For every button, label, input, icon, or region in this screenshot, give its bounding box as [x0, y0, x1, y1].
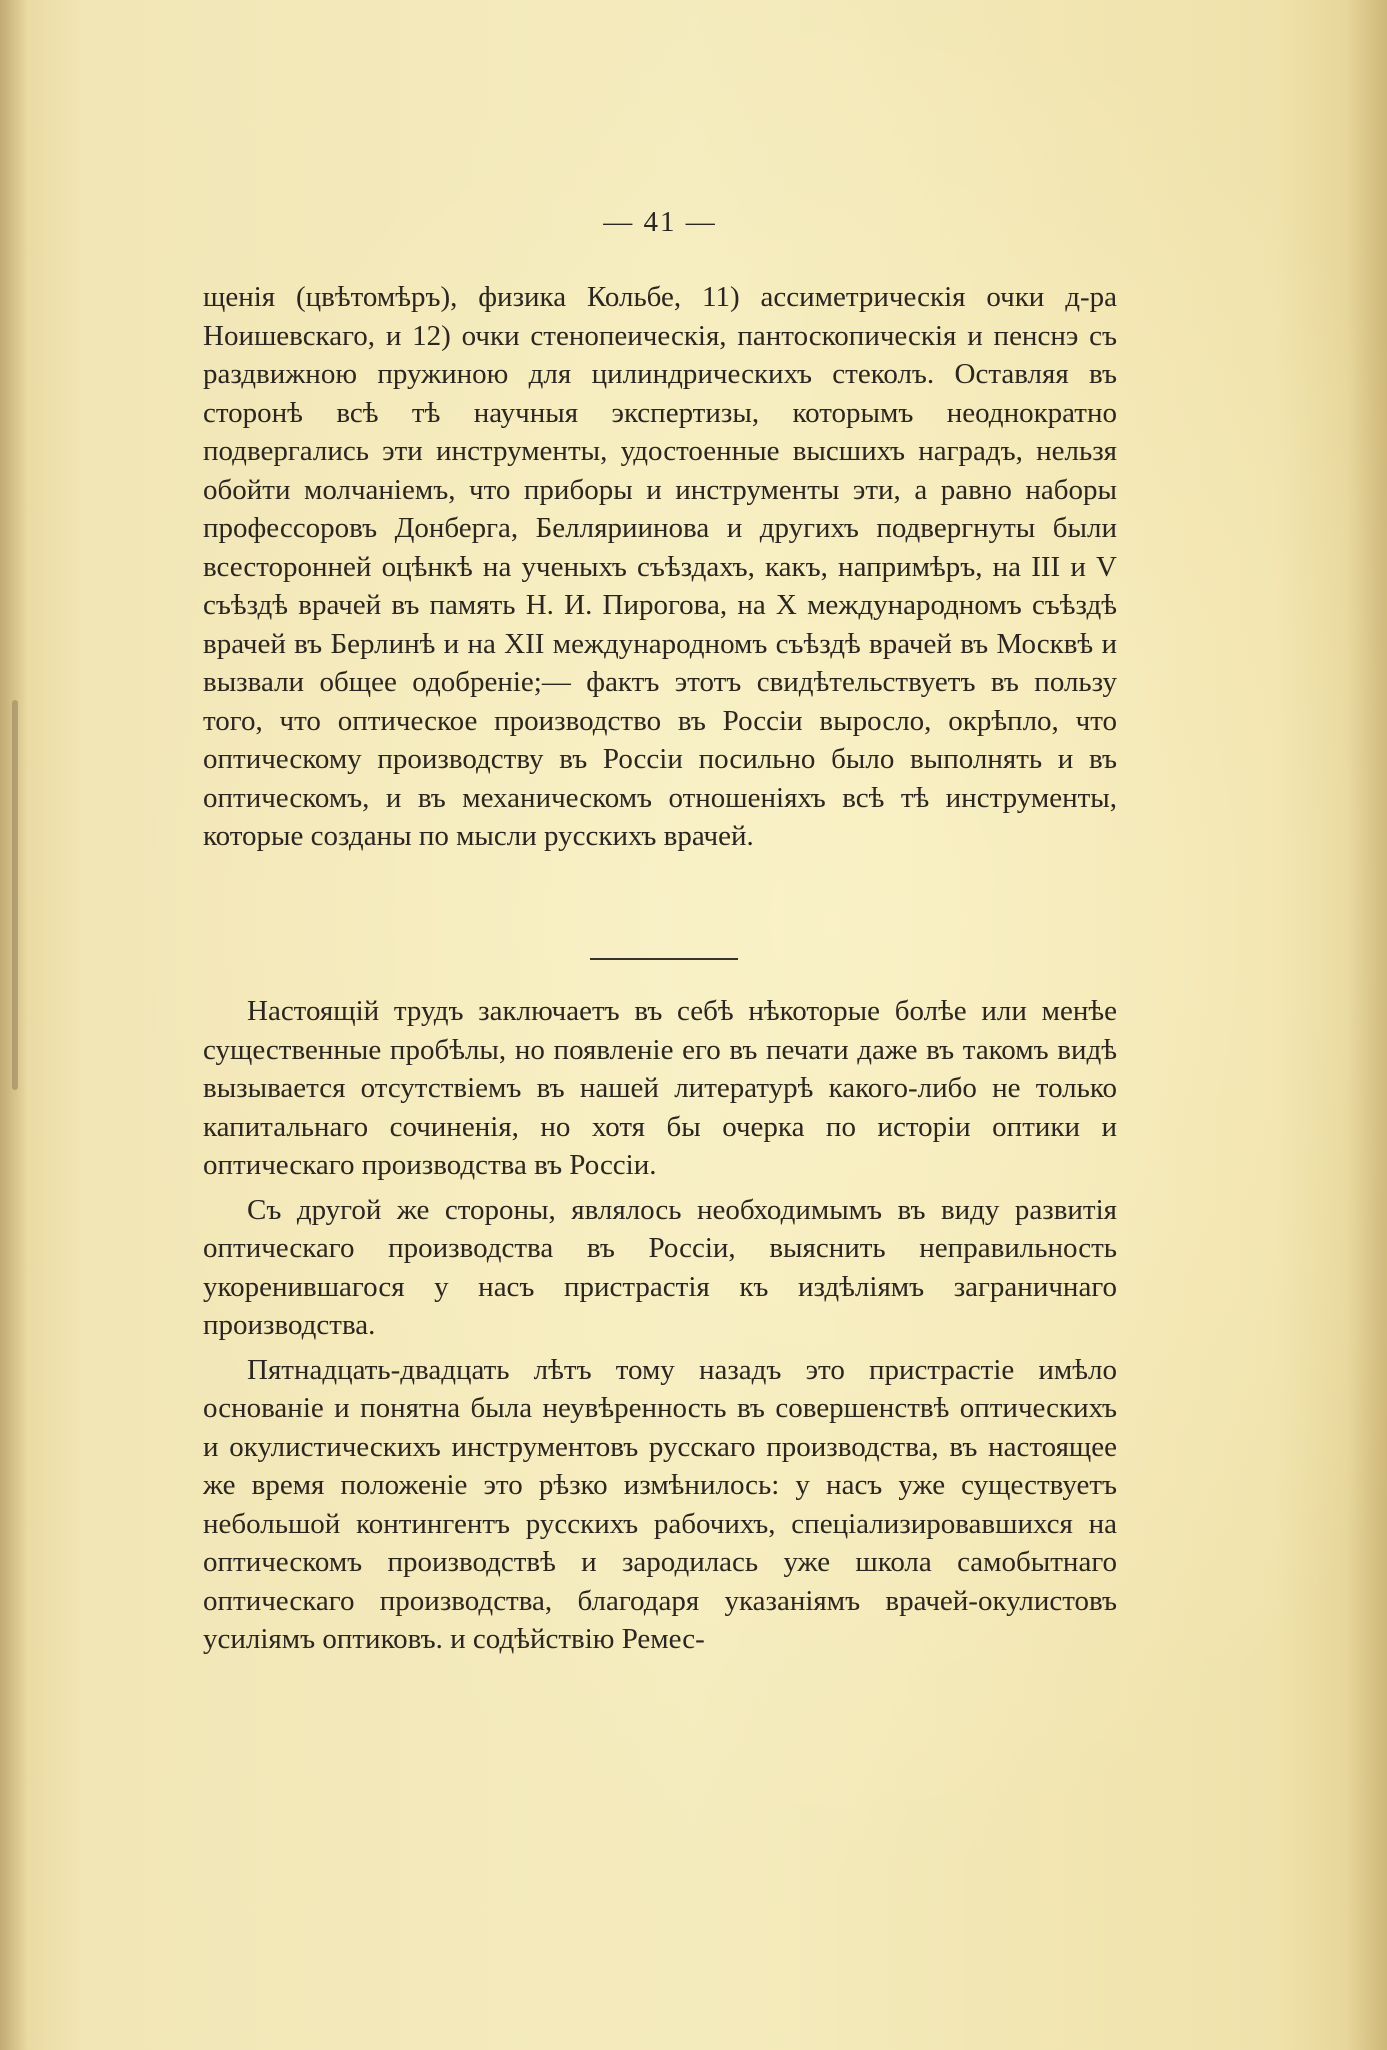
- binding-mark: [12, 700, 18, 1090]
- paragraph: Съ другой же стороны, являлось необходимымъ въ виду развитія оптическаго производства въ Россіи, выяснить неправильность укоренившагося у насъ пристрастія къ издѣліямъ заграничнаго производства.: [203, 1193, 1117, 1341]
- text-section-1: [203, 278, 1117, 856]
- paragraph: Настоящій трудъ заключаетъ въ себѣ нѣкоторые болѣе или менѣе существенные пробѣлы, но появленіе его въ печати даже въ такомъ видѣ вызывается отсутствіемъ въ нашей литературѣ какого-либо не только капитальнаго сочиненія, но хотя бы очерка по исторіи оптики и оптическаго производства въ Россіи.: [203, 995, 1117, 1181]
- text-section-2: [203, 992, 1117, 1665]
- paragraph: щенія (цвѣтомѣръ), физика Кольбе, 11) ассиметрическія очки д-ра Ноишевскаго, и 12) очки стенопеическія, пантоскопическія и пенснэ съ раздвижною пружиною для цилиндрическихъ стеколъ. Оставляя въ сторонѣ всѣ тѣ научныя экспертизы, которымъ неоднократно подвергались эти инструменты, удостоенные высшихъ наградъ, нельзя обойти молчаніемъ, что приборы и инструменты эти, а равно наборы профессоровъ Донберга, Белляриинова и другихъ подвергнуты были всесторонней оцѣнкѣ на ученыхъ съѣздахъ, какъ, напримѣръ, на III и V съѣздѣ врачей въ память Н. И. Пирогова, на X международномъ съѣздѣ врачей въ Берлинѣ и на XII международномъ съѣздѣ врачей въ Москвѣ и вызвали общее одобреніе;— фактъ этотъ свидѣтельствуетъ въ пользу того, что оптическое производство въ Россіи выросло, окрѣпло, что оптическому производству въ Россіи посильно было выполнять и въ оптическомъ, и въ механическомъ отношеніяхъ всѣ тѣ инструменты, которые созданы по мысли русскихъ врачей.: [203, 281, 1117, 852]
- section-divider: [590, 958, 738, 960]
- page-number: — 41 —: [603, 206, 717, 238]
- paragraph: Пятнадцать-двадцать лѣтъ тому назадъ это пристрастіе имѣло основаніе и понятна была неувѣренность въ совершенствѣ оптическихъ и окулистическихъ инструментовъ русскаго производства, въ настоящее же время положеніе это рѣзко измѣнилось: у насъ уже существуетъ небольшой контингентъ русскихъ рабочихъ, спеціализировавшихся на оптическомъ производствѣ и зародилась уже школа самобытнаго оптическаго производства, благодаря указаніямъ врачей-окулистовъ усиліямъ оптиковъ. и содѣйствію Ремес-: [203, 1353, 1117, 1655]
- page-edge-shadow: [1347, 0, 1387, 2050]
